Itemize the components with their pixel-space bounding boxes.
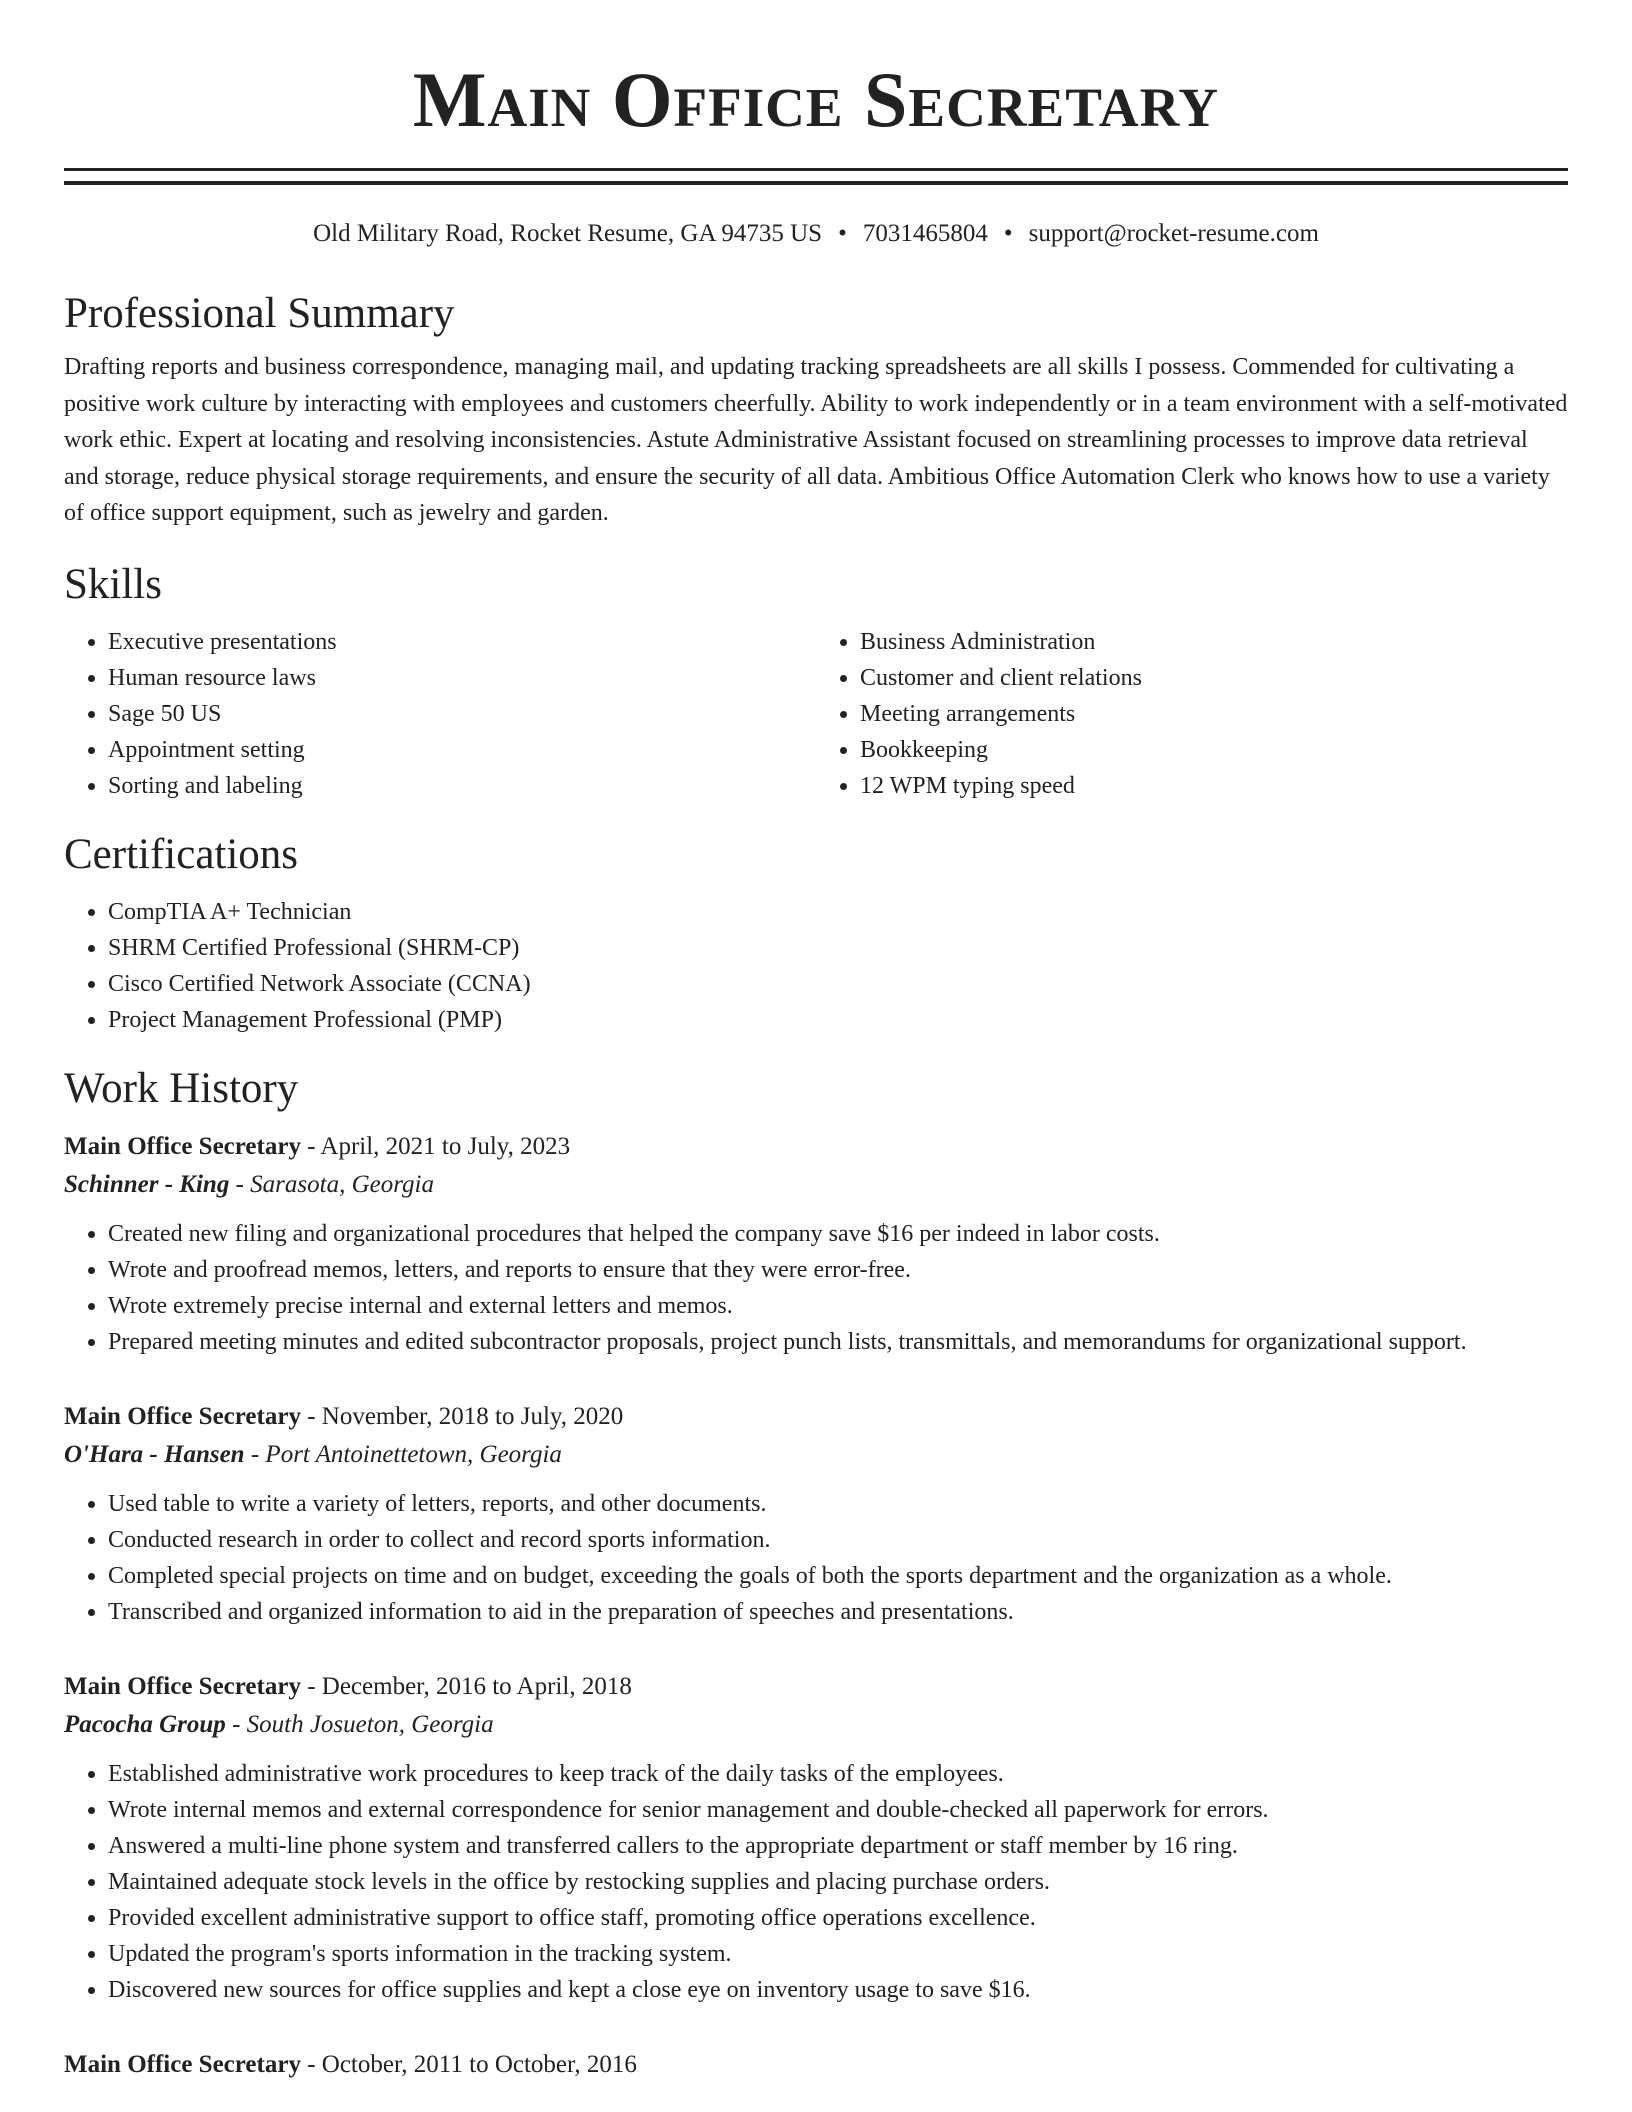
job-company: Schinner - King bbox=[64, 1170, 230, 1198]
job-bullet: • Conducted research in order to collect and record sports information. bbox=[108, 1522, 1568, 1558]
job-location: Sarasota, Georgia bbox=[250, 1170, 434, 1198]
job-company: O'Hara - Hansen bbox=[64, 1440, 245, 1468]
contact-line bbox=[64, 219, 1568, 249]
skills-section bbox=[64, 560, 1568, 804]
job-bullets bbox=[64, 1216, 1568, 1360]
summary-text: Drafting reports and business correspondence, managing mail, and updating tracking spreadsheets are all skills I possess. Commended for cultivating a positive work culture by interacting with employees and customers cheerfully. Ability to work independently or in a team environment with a self-motivated work ethic. Expert at locating and resolving inconsistencies. Astute Administrative Assistant focused on streamlining processes to improve data retrieval and storage, reduce physical storage requirements, and ensure the security of all data. Ambitious Office Automation Clerk who knows how to use a variety of office support equipment, such as jewelry and garden. bbox=[64, 354, 1568, 526]
job-bullet: • Established administrative work procedures to keep track of the daily tasks of the employees. bbox=[108, 1756, 1568, 1792]
job-entry bbox=[64, 2046, 1568, 2084]
contact-address: Old Military Road, Rocket Resume, GA 94735 US bbox=[313, 220, 823, 247]
job-dates: October, 2011 to October, 2016 bbox=[321, 2050, 637, 2078]
contact-email: support@rocket-resume.com bbox=[1028, 220, 1319, 247]
job-bullet: • Wrote and proofread memos, letters, and reports to ensure that they were error-free. bbox=[108, 1252, 1568, 1288]
job-title: Main Office Secretary bbox=[64, 1672, 301, 1700]
job-bullets bbox=[64, 1756, 1568, 2008]
contact-phone: 7031465804 bbox=[862, 220, 988, 247]
job-dates: November, 2018 to July, 2020 bbox=[321, 1402, 624, 1430]
skills-heading: Skills bbox=[64, 560, 162, 608]
job-location: South Josueton, Georgia bbox=[246, 1710, 494, 1738]
skill-item: • Executive presentations bbox=[108, 624, 816, 660]
certification-item: • SHRM Certified Professional (SHRM-CP) bbox=[108, 930, 1568, 966]
job-company: Pacocha Group bbox=[64, 1710, 226, 1738]
skill-item: • Human resource laws bbox=[108, 660, 816, 696]
job-title: Main Office Secretary bbox=[64, 2050, 301, 2078]
job-bullet: • Discovered new sources for office supplies and kept a close eye on inventory usage to save $16. bbox=[108, 1972, 1568, 2008]
summary-section bbox=[64, 289, 1568, 532]
certifications-section bbox=[64, 830, 1568, 1038]
job-entry bbox=[64, 1128, 1568, 1360]
job-title-line: Main Office Secretary - October, 2011 to October, 2016 bbox=[64, 2050, 637, 2078]
job-entry bbox=[64, 1668, 1568, 2008]
skills-grid bbox=[64, 624, 1568, 804]
skills-list-right bbox=[816, 624, 1568, 804]
job-bullet: • Prepared meeting minutes and edited subcontractor proposals, project punch lists, transmittals, and memorandums for organizational support. bbox=[108, 1324, 1568, 1360]
contact-separator: • bbox=[1003, 220, 1013, 247]
job-title-line: Main Office Secretary - November, 2018 to July, 2020 bbox=[64, 1402, 624, 1430]
skill-item: • Business Administration bbox=[860, 624, 1568, 660]
job-bullet: • Used table to write a variety of letters, reports, and other documents. bbox=[108, 1486, 1568, 1522]
job-company-line: Pacocha Group - South Josueton, Georgia bbox=[64, 1710, 494, 1738]
skill-item: • Appointment setting bbox=[108, 732, 816, 768]
job-company-line: O'Hara - Hansen - Port Antoinettetown, Georgia bbox=[64, 1440, 562, 1468]
skills-list-left bbox=[64, 624, 816, 804]
job-bullets bbox=[64, 1486, 1568, 1630]
job-bullet: • Created new filing and organizational procedures that helped the company save $16 per indeed in labor costs. bbox=[108, 1216, 1568, 1252]
job-dates: December, 2016 to April, 2018 bbox=[321, 1672, 632, 1700]
work-history-heading: Work History bbox=[64, 1064, 299, 1112]
job-entry bbox=[64, 1398, 1568, 1630]
job-bullet: • Transcribed and organized information to aid in the preparation of speeches and presentations. bbox=[108, 1594, 1568, 1630]
contact-separator: • bbox=[838, 220, 847, 247]
skill-item: • Meeting arrangements bbox=[860, 696, 1568, 732]
skill-item: • 12 WPM typing speed bbox=[860, 768, 1568, 804]
summary-heading: Professional Summary bbox=[64, 290, 455, 337]
skill-item: • Bookkeeping bbox=[860, 732, 1568, 768]
job-title-line: Main Office Secretary - December, 2016 to April, 2018 bbox=[64, 1672, 632, 1700]
job-title: Main Office Secretary bbox=[64, 1402, 301, 1430]
job-bullet: • Provided excellent administrative support to office staff, promoting office operations excellence. bbox=[108, 1900, 1568, 1936]
certifications-heading: Certifications bbox=[64, 830, 299, 878]
certification-item: • CompTIA A+ Technician bbox=[108, 894, 1568, 930]
job-location: Port Antoinettetown, Georgia bbox=[265, 1440, 562, 1468]
certification-item: • Cisco Certified Network Associate (CCNA) bbox=[108, 966, 1568, 1002]
certifications-list bbox=[64, 894, 1568, 1038]
job-bullet: • Wrote internal memos and external correspondence for senior management and double-checked all paperwork for errors. bbox=[108, 1792, 1568, 1828]
certification-item: • Project Management Professional (PMP) bbox=[108, 1002, 1568, 1038]
job-bullet: • Wrote extremely precise internal and external letters and memos. bbox=[108, 1288, 1568, 1324]
job-title-line: Main Office Secretary - April, 2021 to July, 2023 bbox=[64, 1132, 571, 1160]
job-dates: April, 2021 to July, 2023 bbox=[320, 1132, 571, 1160]
job-bullet: • Answered a multi-line phone system and transferred callers to the appropriate department or staff member by 16 ring. bbox=[108, 1828, 1568, 1864]
job-title: Main Office Secretary bbox=[64, 1132, 301, 1160]
skill-item: • Sorting and labeling bbox=[108, 768, 816, 804]
job-bullet: • Maintained adequate stock levels in the office by restocking supplies and placing purchase orders. bbox=[108, 1864, 1568, 1900]
work-history-section bbox=[64, 1064, 1568, 2084]
header-divider bbox=[64, 168, 1568, 185]
job-company-line: Schinner - King - Sarasota, Georgia bbox=[64, 1170, 434, 1198]
job-bullet: • Updated the program's sports information in the tracking system. bbox=[108, 1936, 1568, 1972]
skill-item: • Sage 50 US bbox=[108, 696, 816, 732]
job-bullet: • Completed special projects on time and on budget, exceeding the goals of both the sports department and the organization as a whole. bbox=[108, 1558, 1568, 1594]
skill-item: • Customer and client relations bbox=[860, 660, 1568, 696]
resume-name: Main Office Secretary bbox=[412, 56, 1220, 143]
